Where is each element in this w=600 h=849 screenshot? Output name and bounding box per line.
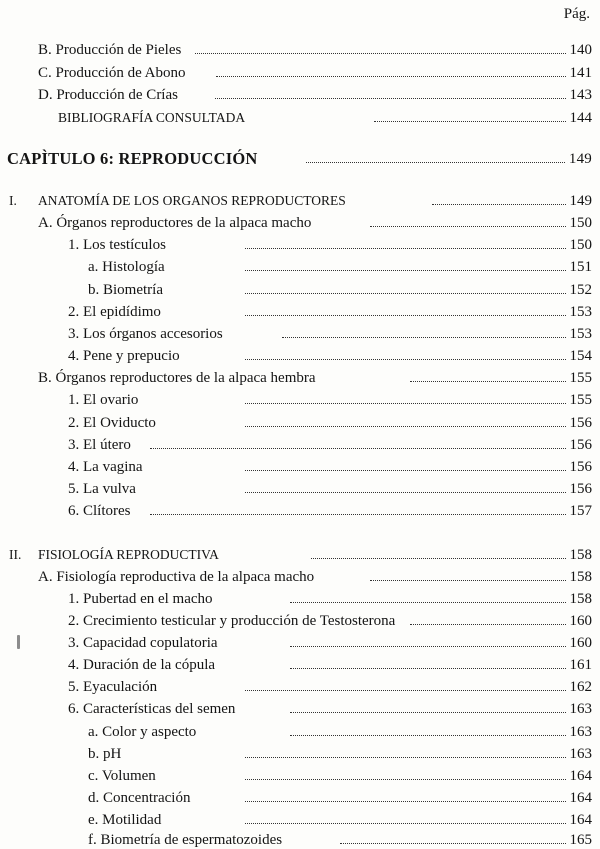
entry-page: 160	[569, 613, 592, 629]
entry-title: FISIOLOGÍA REPRODUCTIVA	[38, 546, 223, 564]
chapter-title: CAPÌTULO 6: REPRODUCCIÓN	[7, 150, 261, 168]
entry-page: 151	[569, 259, 592, 275]
toc-entry	[0, 436, 600, 454]
entry-title: 1. Los testículos	[68, 236, 170, 254]
dot-leader	[374, 121, 566, 122]
dot-leader	[245, 690, 566, 691]
toc-entry	[0, 480, 600, 498]
toc-entry	[0, 678, 600, 696]
entry-page: 156	[569, 415, 592, 431]
toc-entry	[0, 214, 600, 232]
dot-leader	[245, 403, 566, 404]
toc-entry	[0, 767, 600, 785]
dot-leader	[340, 843, 566, 844]
dot-leader	[290, 602, 566, 603]
entry-page: 164	[569, 790, 592, 806]
entry-title: 4. La vagina	[68, 458, 147, 476]
dot-leader	[245, 470, 566, 471]
entry-title: D. Producción de Crías	[38, 86, 182, 104]
toc-entry	[0, 656, 600, 674]
toc-entry	[0, 634, 600, 652]
dot-leader	[245, 492, 566, 493]
dot-leader	[245, 315, 566, 316]
entry-title: 1. El ovario	[68, 391, 142, 409]
dot-leader	[311, 558, 566, 559]
scan-smudge	[17, 635, 20, 649]
toc-entry	[0, 347, 600, 365]
entry-title: b. Biometría	[88, 281, 167, 299]
entry-title: 3. Capacidad copulatoria	[68, 634, 222, 652]
entry-title: B. Órganos reproductores de la alpaca hembra	[38, 369, 320, 387]
toc-entry	[0, 281, 600, 299]
entry-title: 4. Duración de la cópula	[68, 656, 219, 674]
toc-entry	[0, 369, 600, 387]
entry-title: d. Concentración	[88, 789, 194, 807]
toc-entry	[0, 303, 600, 321]
dot-leader	[290, 646, 566, 647]
dot-leader	[150, 514, 566, 515]
toc-entry	[0, 109, 600, 127]
entry-page: 149	[569, 193, 592, 209]
toc-entry	[0, 745, 600, 763]
dot-leader	[410, 624, 566, 625]
entry-page: 164	[569, 812, 592, 828]
entry-title: a. Histología	[88, 258, 169, 276]
dot-leader	[370, 226, 566, 227]
toc-entry	[0, 789, 600, 807]
toc-entry	[0, 391, 600, 409]
dot-leader	[245, 757, 566, 758]
entry-title: c. Volumen	[88, 767, 160, 785]
entry-title: A. Órganos reproductores de la alpaca macho	[38, 214, 315, 232]
dot-leader	[245, 293, 566, 294]
entry-page: 158	[569, 547, 592, 563]
dot-leader	[245, 801, 566, 802]
entry-page: 165	[569, 832, 592, 848]
entry-page: 156	[569, 481, 592, 497]
toc-entry	[0, 86, 600, 104]
entry-page: 153	[569, 304, 592, 320]
entry-page: 160	[569, 635, 592, 651]
entry-number: I.	[9, 193, 17, 208]
toc-entry	[0, 612, 600, 630]
dot-leader	[245, 270, 566, 271]
toc-entry	[0, 811, 600, 829]
entry-title: f. Biometría de espermatozoides	[88, 831, 286, 849]
entry-page: 150	[569, 237, 592, 253]
entry-title: 6. Clítores	[68, 502, 135, 520]
entry-page: 140	[569, 42, 592, 58]
entry-page: 141	[569, 65, 592, 81]
entry-title: 5. Eyaculación	[68, 678, 161, 696]
toc-entry	[0, 590, 600, 608]
entry-page: 143	[569, 87, 592, 103]
dot-leader	[370, 580, 566, 581]
dot-leader	[245, 359, 566, 360]
entry-page: 149	[568, 151, 592, 167]
entry-page: 153	[569, 326, 592, 342]
entry-page: 161	[569, 657, 592, 673]
toc-entry	[0, 325, 600, 343]
dot-leader	[290, 668, 566, 669]
entry-title: A. Fisiología reproductiva de la alpaca macho	[38, 568, 318, 586]
entry-page: 158	[569, 591, 592, 607]
entry-title: 6. Características del semen	[68, 700, 239, 718]
entry-page: 155	[569, 370, 592, 386]
entry-page: 157	[569, 503, 592, 519]
toc-entry	[0, 458, 600, 476]
dot-leader	[245, 779, 566, 780]
toc-entry	[0, 568, 600, 586]
toc-entry	[0, 236, 600, 254]
toc-entry	[0, 831, 600, 849]
dot-leader	[215, 98, 566, 99]
entry-title: 5. La vulva	[68, 480, 140, 498]
page-column-header: Pág.	[563, 6, 590, 22]
entry-title: ANATOMÍA DE LOS ORGANOS REPRODUCTORES	[38, 192, 350, 210]
dot-leader	[290, 735, 566, 736]
dot-leader	[245, 248, 566, 249]
dot-leader	[245, 823, 566, 824]
entry-title: BIBLIOGRAFÍA CONSULTADA	[58, 109, 249, 127]
dot-leader	[432, 204, 566, 205]
dot-leader	[195, 53, 566, 54]
entry-title: 2. Crecimiento testicular y producción de Testosterona	[68, 612, 399, 630]
entry-page: 150	[569, 215, 592, 231]
entry-title: 4. Pene y prepucio	[68, 347, 184, 365]
toc-entry-chapter	[0, 150, 600, 168]
entry-title: e. Motilidad	[88, 811, 165, 829]
entry-page: 163	[569, 701, 592, 717]
entry-page: 154	[569, 348, 592, 364]
toc-entry	[0, 258, 600, 276]
entry-title: a. Color y aspecto	[88, 723, 200, 741]
entry-page: 156	[569, 459, 592, 475]
entry-page: 163	[569, 724, 592, 740]
entry-title: 1. Pubertad en el macho	[68, 590, 217, 608]
entry-title: 2. El epidídimo	[68, 303, 165, 321]
toc-entry	[0, 502, 600, 520]
entry-title: B. Producción de Pieles	[38, 41, 185, 59]
toc-entry	[0, 64, 600, 82]
entry-number: II.	[9, 547, 22, 562]
toc-entry	[0, 414, 600, 432]
toc-entry	[0, 546, 600, 564]
entry-title: b. pH	[88, 745, 125, 763]
entry-page: 164	[569, 768, 592, 784]
entry-page: 152	[569, 282, 592, 298]
entry-title: C. Producción de Abono	[38, 64, 190, 82]
entry-title: 3. Los órganos accesorios	[68, 325, 227, 343]
toc-entry	[0, 723, 600, 741]
toc-entry	[0, 41, 600, 59]
entry-title: 2. El Oviducto	[68, 414, 160, 432]
entry-title: 3. El útero	[68, 436, 135, 454]
dot-leader	[282, 337, 566, 338]
dot-leader	[410, 381, 566, 382]
toc-entry	[0, 700, 600, 718]
entry-page: 144	[569, 110, 592, 126]
toc-entry	[0, 192, 600, 210]
entry-page: 156	[569, 437, 592, 453]
dot-leader	[245, 426, 566, 427]
entry-page: 163	[569, 746, 592, 762]
dot-leader	[150, 448, 566, 449]
entry-page: 158	[569, 569, 592, 585]
dot-leader	[290, 712, 566, 713]
entry-page: 155	[569, 392, 592, 408]
entry-page: 162	[569, 679, 592, 695]
dot-leader	[216, 76, 566, 77]
dot-leader	[306, 162, 565, 163]
